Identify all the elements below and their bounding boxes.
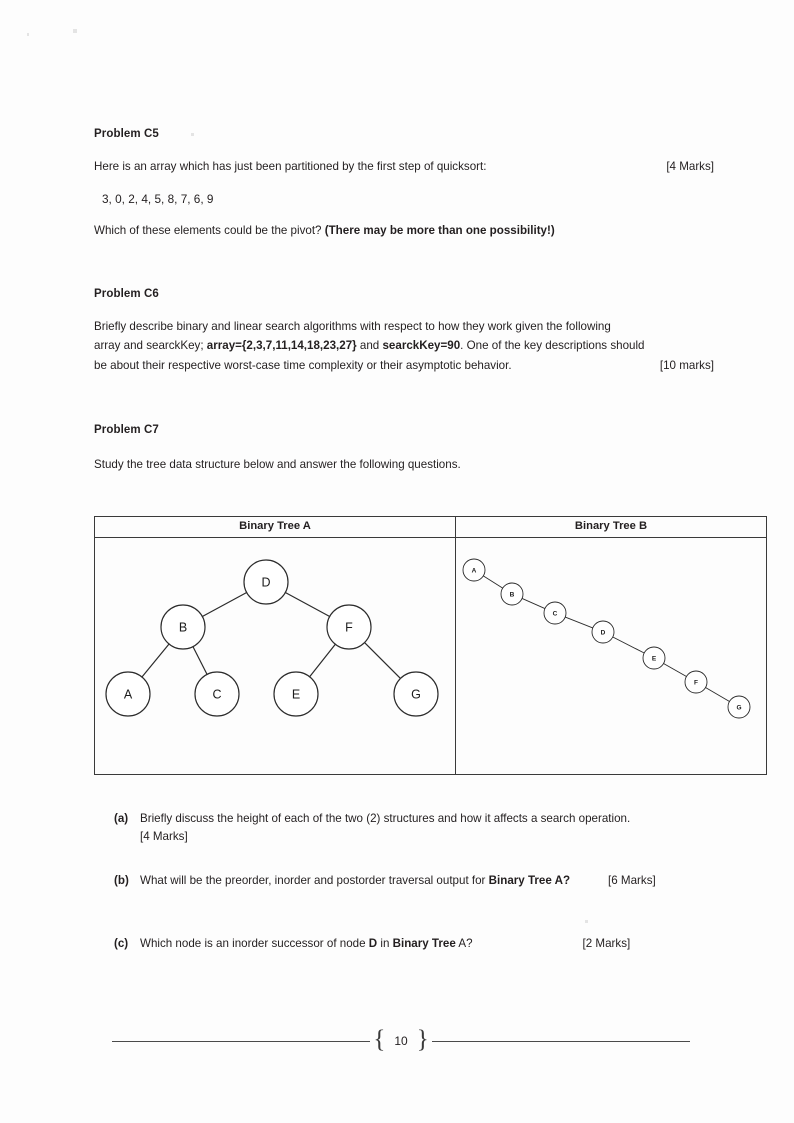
problem-c6-block [94, 288, 714, 374]
tree-edge [664, 663, 687, 676]
tree-node [106, 672, 150, 716]
sub-question-a-text: Briefly discuss the height of each of the two (2) structures and how it affects a search operation. [140, 812, 631, 825]
tree-node [728, 696, 750, 718]
tree-edge [613, 637, 644, 653]
scan-artifact [27, 33, 29, 36]
problem-c7-block [94, 424, 714, 473]
problem-c5-array: 3, 0, 2, 4, 5, 8, 7, 6, 9 [102, 192, 214, 207]
problem-c6-array-value: array={2,3,7,11,14,18,23,27} [206, 339, 357, 353]
tree-edge [193, 647, 207, 675]
tree-b-header: Binary Tree B [574, 520, 648, 532]
tree-node [327, 605, 371, 649]
tree-b-cell [456, 538, 766, 775]
problem-c6-line2-c: and [356, 339, 383, 353]
tree-edge [565, 617, 593, 628]
tree-edge [706, 688, 730, 702]
sub-question-c-text-plain: Which node is an inorder successor of node [140, 937, 369, 950]
tree-node-label: E [651, 655, 657, 663]
tree-a-cell [95, 538, 456, 775]
tree-edge [483, 576, 502, 588]
tree-node-label: B [178, 620, 188, 635]
problem-c6-line3-row [94, 357, 714, 374]
tree-node [592, 621, 614, 643]
tree-edge [365, 643, 401, 679]
tree-b-diagram [456, 538, 765, 774]
tree-node-label: G [411, 687, 421, 702]
tree-edge [202, 592, 246, 616]
sub-question-c-marks: [2 Marks] [582, 937, 631, 950]
tree-node-label: D [600, 629, 606, 637]
tree-node [244, 560, 288, 604]
tree-edge [522, 598, 545, 608]
problem-c5-question-plain: Which of these elements could be the pivot? [94, 224, 325, 238]
tree-node [501, 583, 523, 605]
page-number: 10 [394, 1034, 408, 1048]
problem-c5-block [94, 128, 714, 240]
sub-question-b [114, 872, 714, 890]
sub-question-c-node: D [368, 937, 378, 950]
tree-node [394, 672, 438, 716]
tree-node [463, 559, 485, 581]
tree-node [643, 647, 665, 669]
tree-edge [142, 644, 169, 677]
problem-c7-heading: Problem C7 [94, 424, 159, 436]
sub-question-a [114, 810, 714, 846]
sub-question-b-text-bold: Binary Tree A? [488, 874, 571, 887]
binary-tree-figure [94, 516, 767, 775]
problem-c5-question-bold: (There may be more than one possibility!) [324, 224, 555, 238]
tree-node-label: A [471, 567, 477, 575]
problem-c6-marks: [10 marks] [659, 358, 714, 372]
scan-artifact [585, 920, 588, 923]
sub-question-c-label: (c) [114, 937, 129, 950]
sub-question-c-tree-bold: Binary Tree [392, 937, 456, 950]
problem-c5-intro-row [94, 158, 714, 175]
problem-c5-heading: Problem C5 [94, 128, 159, 140]
scan-artifact [73, 29, 77, 33]
tree-node [685, 671, 707, 693]
sub-question-b-text-plain: What will be the preorder, inorder and postorder traversal output for [140, 874, 489, 887]
tree-a-diagram [95, 538, 455, 774]
sub-question-b-marks: [6 Marks] [608, 874, 656, 887]
tree-node-label: C [212, 687, 222, 702]
footer-rule-right [432, 1041, 690, 1042]
sub-question-a-marks: [4 Marks] [140, 829, 188, 843]
sub-question-b-text [114, 872, 714, 890]
problem-c5-intro: Here is an array which has just been partitioned by the first step of quicksort: [94, 160, 487, 173]
tree-node-label: F [345, 620, 353, 635]
tree-node [274, 672, 318, 716]
page-footer [112, 1026, 690, 1053]
sub-question-c [114, 935, 714, 953]
tree-edge [310, 644, 336, 676]
tree-node-label: D [261, 575, 271, 590]
tree-node-label: G [736, 704, 742, 712]
footer-rule-left [112, 1041, 370, 1042]
tree-node-label: E [291, 687, 301, 702]
tree-node-label: F [694, 679, 698, 687]
sub-question-a-label: (a) [114, 812, 129, 825]
sub-question-b-label: (b) [114, 874, 129, 887]
problem-c6-heading: Problem C6 [94, 288, 159, 300]
tree-a-header: Binary Tree A [95, 517, 456, 537]
problem-c6-line1: Briefly describe binary and linear search algorithms with respect to how they work given the following [94, 320, 611, 333]
page-number-group: { 10 } [373, 1026, 429, 1053]
tree-node-label: C [552, 610, 558, 618]
problem-c7-intro: Study the tree data structure below and answer the following questions. [94, 458, 461, 471]
tree-node [544, 602, 566, 624]
sub-question-c-text-mid: in [377, 937, 393, 950]
sub-question-c-text [114, 935, 714, 953]
problem-c6-line2-a: array and searckKey; [94, 339, 207, 353]
problem-c6-searchkey-value: searckKey=90 [382, 339, 461, 353]
problem-c5-question [94, 222, 714, 239]
tree-node-label: A [123, 687, 133, 702]
tree-node-label: B [509, 591, 515, 599]
tree-node [161, 605, 205, 649]
problem-c6-line2 [94, 337, 714, 354]
problem-c5-marks: [4 Marks] [666, 160, 714, 173]
tree-figure-header-row [95, 517, 766, 538]
tree-edge [285, 592, 329, 616]
sub-question-c-text-tail: A? [455, 937, 473, 950]
problem-c6-line2-e: . One of the key descriptions should [460, 339, 645, 353]
problem-c6-line3: be about their respective worst-case time complexity or their asymptotic behavior. [94, 358, 512, 372]
tree-node [195, 672, 239, 716]
tree-figure-body-row [95, 538, 766, 775]
